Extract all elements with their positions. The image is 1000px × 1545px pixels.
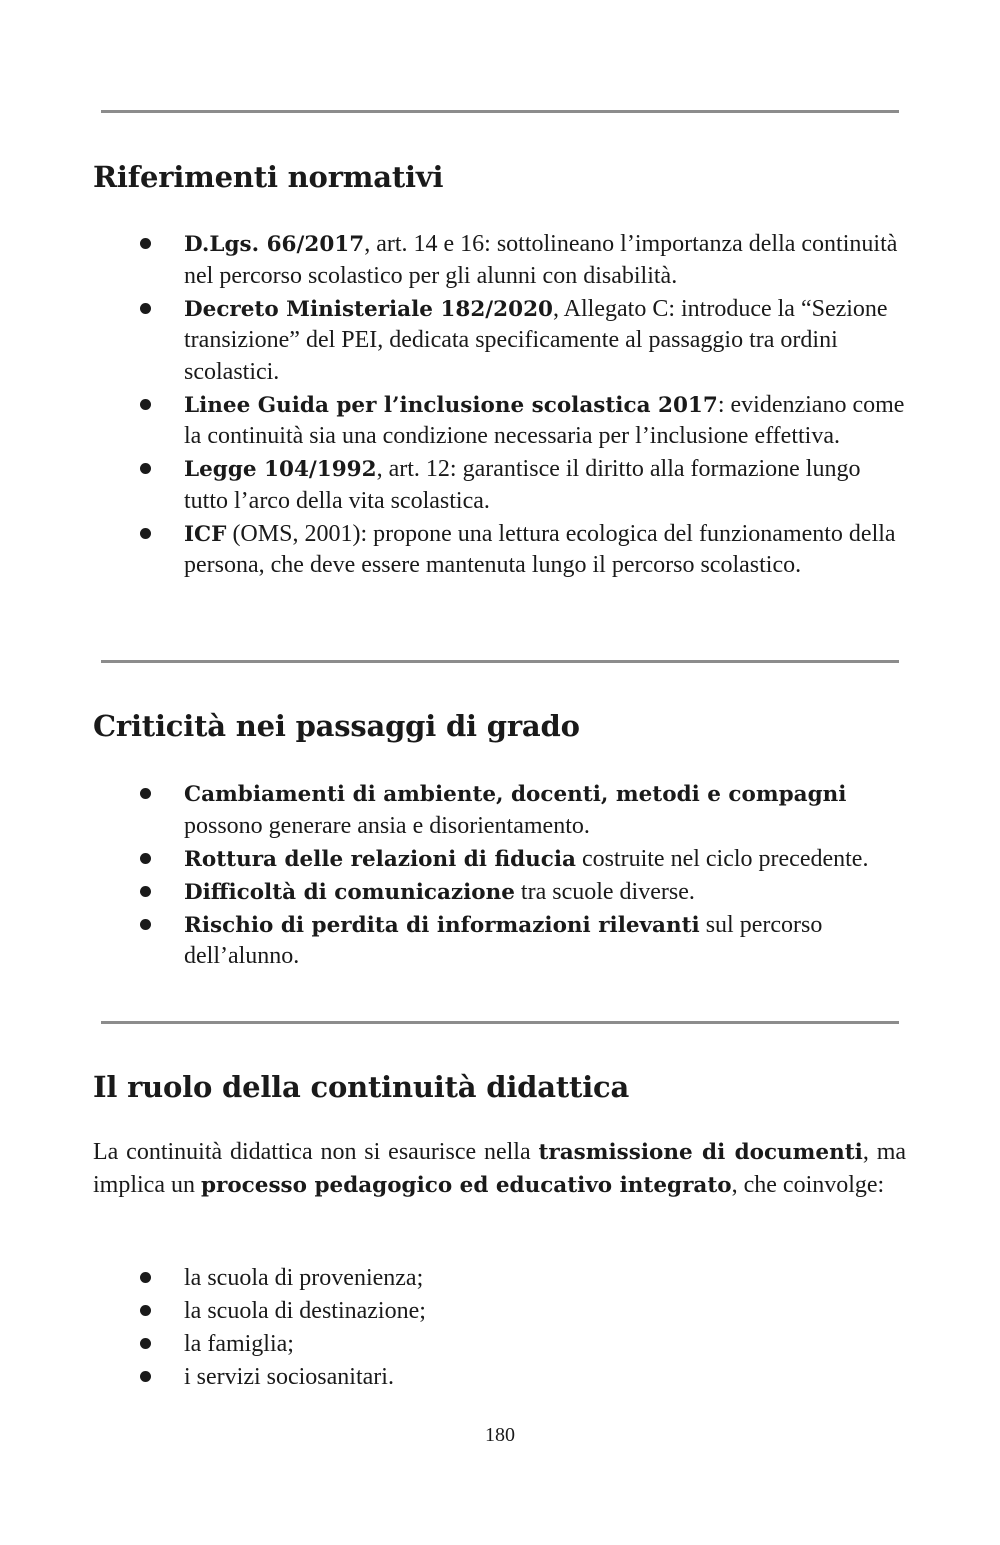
item-text: costruite nel ciclo precedente.	[575, 845, 869, 872]
bullet-icon	[140, 463, 151, 474]
item-text: (OMS, 2001): propone una lettura ecologica del funzionamento della persona, che deve essere mantenuta lungo il percorso scolastico.	[184, 520, 896, 578]
list-item	[140, 779, 910, 842]
item-bold-text: Linee Guida per l’inclusione scolastica 2017	[184, 392, 718, 418]
item-text: i servizi sociosanitari.	[184, 1364, 394, 1390]
bullet-icon	[140, 1338, 151, 1349]
bullet-icon	[140, 303, 151, 314]
list-item	[140, 519, 910, 582]
list-item	[140, 229, 910, 292]
paragraph-bold-text: processo pedagogico ed educativo integrato	[200, 1173, 732, 1198]
item-bold-text: Difficoltà di comunicazione	[184, 879, 515, 905]
paragraph-text: La continuità didattica non si esaurisce nella	[93, 1139, 539, 1165]
item-text: , art. 14 e 16: sottolineano l’importanza della continuità nel percorso scolastico per gli alunni con disabilità.	[184, 231, 898, 289]
bullet-list	[140, 1263, 910, 1395]
list-item	[140, 1263, 910, 1295]
paragraph-bold-text: trasmissione di documenti	[538, 1140, 863, 1165]
section-divider	[101, 1021, 899, 1024]
item-bold-text: Cambiamenti di ambiente, docenti, metodi e compagni	[184, 782, 847, 807]
item-text: sul percorso dell’alunno.	[184, 911, 823, 969]
list-item	[140, 844, 910, 876]
bullet-icon	[140, 886, 151, 897]
section-divider	[101, 660, 899, 663]
page-number: 180	[485, 1424, 515, 1446]
bullet-list	[140, 779, 910, 974]
list-item	[140, 1296, 910, 1328]
body-paragraph	[93, 1136, 906, 1202]
item-text: la scuola di provenienza;	[184, 1265, 424, 1291]
bullet-icon	[140, 788, 151, 799]
item-bold-text: ICF	[184, 521, 227, 547]
bullet-icon	[140, 1272, 151, 1283]
section-heading: Riferimenti normativi	[93, 160, 444, 194]
bullet-list	[140, 229, 910, 583]
list-item	[140, 294, 910, 389]
item-bold-text: Decreto Ministeriale 182/2020	[184, 296, 553, 322]
item-bold-text: Rottura delle relazioni di fiducia	[184, 846, 576, 872]
list-item	[140, 1329, 910, 1361]
bullet-icon	[140, 853, 151, 864]
paragraph-text: , ma implica un	[93, 1139, 907, 1198]
bullet-icon	[140, 1305, 151, 1316]
list-item	[140, 1362, 910, 1394]
item-text: , art. 12: garantisce il diritto alla formazione lungo tutto l’arco della vita scolastica.	[184, 456, 861, 514]
item-text: : evidenziano come la continuità sia una condizione necessaria per l’inclusione effettiva.	[184, 391, 905, 449]
bullet-icon	[140, 238, 151, 249]
list-item	[140, 390, 910, 453]
list-item	[140, 877, 910, 909]
item-text: la famiglia;	[184, 1331, 294, 1357]
section-divider	[101, 110, 899, 113]
section-heading: Criticità nei passaggi di grado	[93, 709, 580, 743]
item-bold-text: D.Lgs. 66/2017	[184, 232, 365, 257]
item-text: possono generare ansia e disorientamento.	[184, 812, 590, 839]
item-bold-text: Rischio di perdita di informazioni rilevanti	[184, 912, 700, 938]
bullet-icon	[140, 528, 151, 539]
item-text: tra scuole diverse.	[514, 878, 695, 905]
item-text: la scuola di destinazione;	[184, 1298, 426, 1324]
item-bold-text: Legge 104/1992	[184, 457, 377, 482]
list-item	[140, 910, 910, 973]
bullet-icon	[140, 399, 151, 410]
list-item	[140, 454, 910, 517]
bullet-icon	[140, 1371, 151, 1382]
bullet-icon	[140, 919, 151, 930]
section-heading: Il ruolo della continuità didattica	[93, 1070, 630, 1104]
item-text: , Allegato C: introduce la “Sezione transizione” del PEI, dedicata specificamente al passaggio tra ordini scolastici.	[184, 295, 888, 385]
paragraph-text: , che coinvolge:	[731, 1172, 885, 1198]
